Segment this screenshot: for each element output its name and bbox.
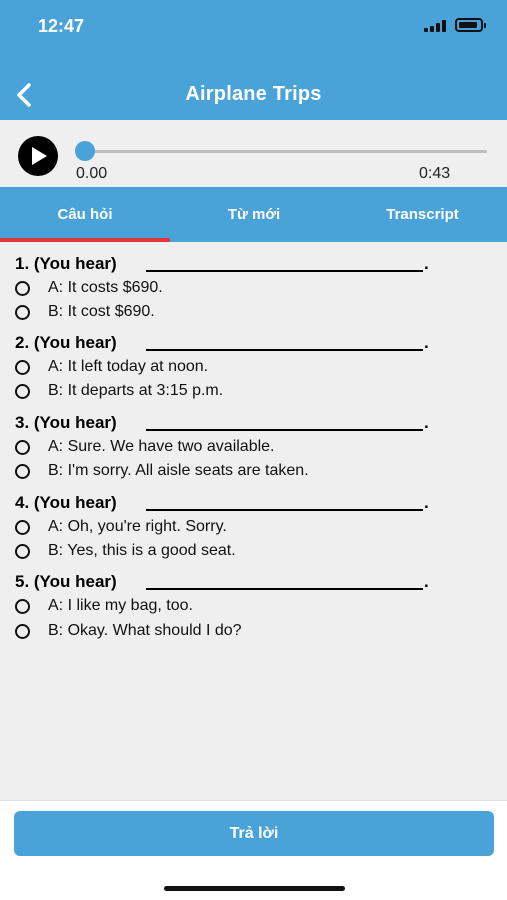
- radio-button[interactable]: [15, 624, 30, 639]
- progress-thumb[interactable]: [75, 141, 95, 161]
- status-time: 12:47: [38, 16, 85, 36]
- option-label: B: It departs at 3:15 p.m.: [48, 382, 224, 399]
- question-1-option-b[interactable]: [15, 301, 155, 323]
- question-5-heading: 5. (You hear): [15, 572, 117, 591]
- radio-button[interactable]: [15, 544, 30, 559]
- radio-button[interactable]: [15, 360, 30, 375]
- tab-questions[interactable]: Câu hỏi: [57, 206, 113, 223]
- question-2-heading: 2. (You hear): [15, 333, 117, 352]
- question-4-heading: 4. (You hear): [15, 493, 117, 512]
- page-title: Airplane Trips: [185, 83, 322, 105]
- question-period: .: [424, 493, 429, 512]
- radio-button[interactable]: [15, 281, 30, 296]
- option-label: B: Yes, this is a good seat.: [48, 542, 236, 559]
- option-label: B: It cost $690.: [48, 303, 155, 320]
- question-5-option-b[interactable]: [15, 620, 242, 642]
- answer-blank: [146, 509, 423, 511]
- question-4-option-a[interactable]: [15, 516, 227, 538]
- option-label: A: Sure. We have two available.: [48, 438, 275, 455]
- answer-blank: [146, 429, 423, 431]
- play-button[interactable]: [18, 136, 58, 176]
- app-header: [0, 0, 507, 120]
- radio-button[interactable]: [15, 464, 30, 479]
- question-3-heading: 3. (You hear): [15, 413, 117, 432]
- tab-vocabulary[interactable]: Từ mới: [227, 206, 281, 223]
- question-2-option-b[interactable]: [15, 380, 223, 402]
- question-4-option-b[interactable]: [15, 540, 236, 562]
- answer-blank: [146, 588, 423, 590]
- question-3-option-a[interactable]: [15, 436, 275, 458]
- questions-list: [0, 242, 507, 800]
- answer-blank: [146, 270, 423, 272]
- play-icon: [31, 147, 47, 165]
- submit-answer-button[interactable]: Trả lời: [14, 811, 494, 856]
- question-period: .: [424, 333, 429, 352]
- option-label: A: I like my bag, too.: [48, 597, 193, 614]
- home-indicator[interactable]: [164, 886, 345, 891]
- tab-bar: [0, 187, 507, 242]
- option-label: A: Oh, you're right. Sorry.: [48, 518, 227, 535]
- radio-button[interactable]: [15, 520, 30, 535]
- total-time: 0:43: [419, 165, 451, 182]
- current-time: 0.00: [76, 165, 108, 182]
- question-3-option-b[interactable]: [15, 460, 309, 482]
- battery-icon: [455, 18, 483, 32]
- audio-player: [0, 120, 507, 187]
- option-label: B: Okay. What should I do?: [48, 622, 242, 639]
- footer: [0, 800, 507, 900]
- radio-button[interactable]: [15, 440, 30, 455]
- question-1-heading: 1. (You hear): [15, 254, 117, 273]
- option-label: B: I'm sorry. All aisle seats are taken.: [48, 462, 309, 479]
- option-label: A: It left today at noon.: [48, 358, 209, 375]
- question-period: .: [424, 572, 429, 591]
- question-1-option-a[interactable]: [15, 277, 163, 299]
- option-label: A: It costs $690.: [48, 279, 163, 296]
- progress-track[interactable]: [84, 150, 487, 153]
- tab-transcript[interactable]: Transcript: [386, 206, 459, 223]
- question-period: .: [424, 413, 429, 432]
- question-2-option-a[interactable]: [15, 356, 208, 378]
- question-5-option-a[interactable]: [15, 595, 193, 617]
- signal-icon: [424, 20, 446, 32]
- question-period: .: [424, 254, 429, 273]
- answer-blank: [146, 349, 423, 351]
- radio-button[interactable]: [15, 305, 30, 320]
- radio-button[interactable]: [15, 599, 30, 614]
- radio-button[interactable]: [15, 384, 30, 399]
